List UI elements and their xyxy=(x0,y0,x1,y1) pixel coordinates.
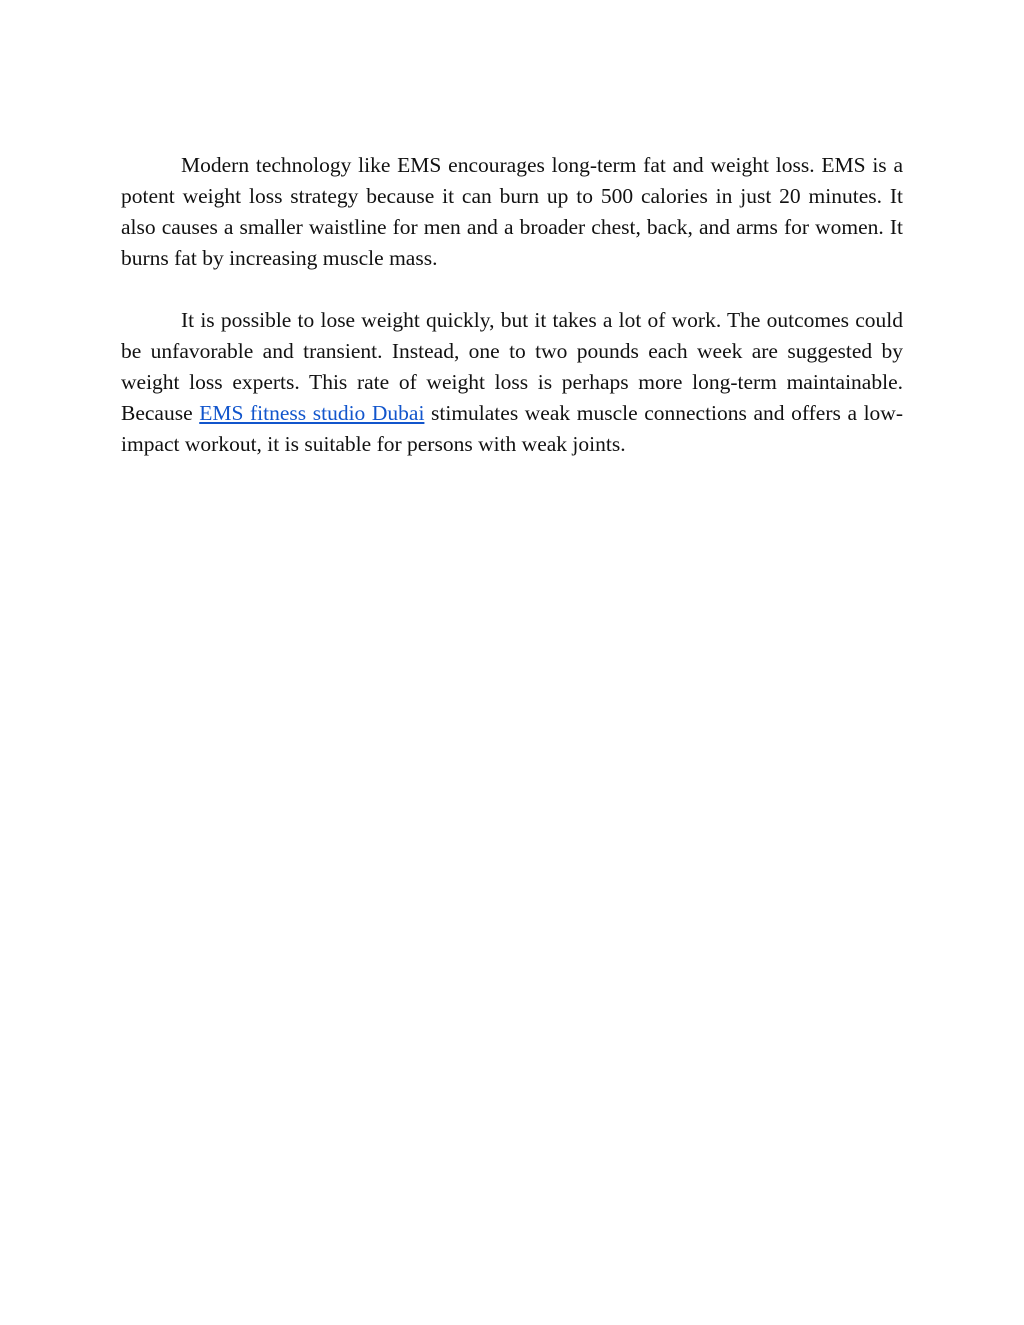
paragraph-2-text-before-link: It is possible to lose weight quickly, but it takes a lot of work. The outcomes could be unfavorable and transient. Instead, one to two pounds each week are suggested by weight loss experts. This rate of weight loss is perhaps more long-term maintainable. Because xyxy=(121,308,903,425)
paragraph-2 xyxy=(121,305,903,460)
paragraph-1: Modern technology like EMS encourages long-term fat and weight loss. EMS is a potent weight loss strategy because it can burn up to 500 calories in just 20 minutes. It also causes a smaller waistline for men and a broader chest, back, and arms for women. It burns fat by increasing muscle mass. xyxy=(121,153,903,270)
document-body xyxy=(121,150,903,491)
paragraph-2-text-after-link: stimulates weak muscle connections and offers a low-impact workout, it is suitable for persons with weak joints. xyxy=(121,401,903,456)
ems-fitness-studio-link[interactable]: EMS fitness studio Dubai xyxy=(199,401,425,425)
